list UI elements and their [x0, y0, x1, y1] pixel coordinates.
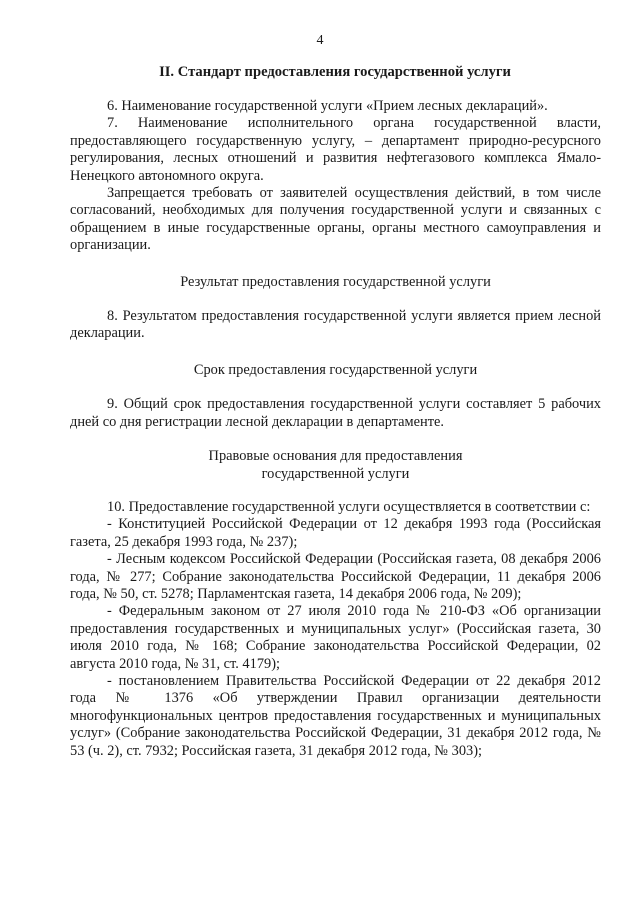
paragraph-6: 6. Наименование государственной услуги «Прием лесных деклараций».: [107, 98, 548, 114]
paragraph-8: 8. Результатом предоставления государственной услуги является прием лесной декларации.: [70, 308, 601, 342]
paragraph-10: 10. Предоставление государственной услуги осуществляется в соответствии с:: [107, 498, 591, 515]
section-title: II. Стандарт предоставления государственной услуги: [159, 64, 511, 80]
legal-item-federal-law-210: - Федеральным законом от 27 июля 2010 года № 210-ФЗ «Об организации предоставления государственных и муниципальных услуг» (Российская газета, 30 июля 2010 года, № 168; Собрание законодательства Российской Федерации, 02 августа 2010 года, № 31, ст. 4179);: [70, 603, 601, 672]
paragraph-prohibition: Запрещается требовать от заявителей осуществления действий, в том числе согласований, необходимых для получения государственной услуги и связанных с обращением в иные государственные органы, органы местного самоуправления и организации.: [70, 185, 601, 254]
subheading-term: Срок предоставления государственной услуги: [193, 361, 478, 378]
document-body: [70, 98, 601, 760]
subheading-legal-line1: Правовые основания для предоставления: [208, 448, 463, 465]
subheading-result: Результат предоставления государственной услуги: [180, 273, 491, 290]
page-number: 4: [316, 33, 324, 48]
paragraph-9: 9. Общий срок предоставления государственной услуги составляет 5 рабочих дней со дня регистрации лесной декларации в департаменте.: [70, 396, 601, 430]
legal-item-resolution-1376: - постановлением Правительства Российской Федерации от 22 декабря 2012 года № 1376 «Об утверждении Правил организации деятельности многофункциональных центров предоставления государственных и муниципальных услуг» (Собрание законодательства Российской Федерации, 31 декабря 2012 года, № 53 (ч. 2), ст. 7932; Российская газета, 31 декабря 2012 года, № 303);: [70, 672, 601, 759]
legal-item-constitution: - Конституцией Российской Федерации от 12 декабря 1993 года (Российская газета, 25 декабря 1993 года, № 237);: [70, 516, 601, 550]
subheading-legal-line2: государственной услуги: [261, 465, 410, 482]
paragraph-7: 7. Наименование исполнительного органа государственной власти, предоставляющего государственную услугу, – департамент природно-ресурсного регулирования, лесных отношений и развития нефтегазового комплекса Ямало-Ненецкого автономного округа.: [70, 115, 601, 184]
legal-item-forest-code: - Лесным кодексом Российской Федерации (Российская газета, 08 декабря 2006 года, № 277; Собрание законодательства Российской Федерации, 11 декабря 2006 года, № 50, ст. 5278; Парламентская газета, 14 декабря 2006 года, № 209);: [70, 551, 601, 602]
